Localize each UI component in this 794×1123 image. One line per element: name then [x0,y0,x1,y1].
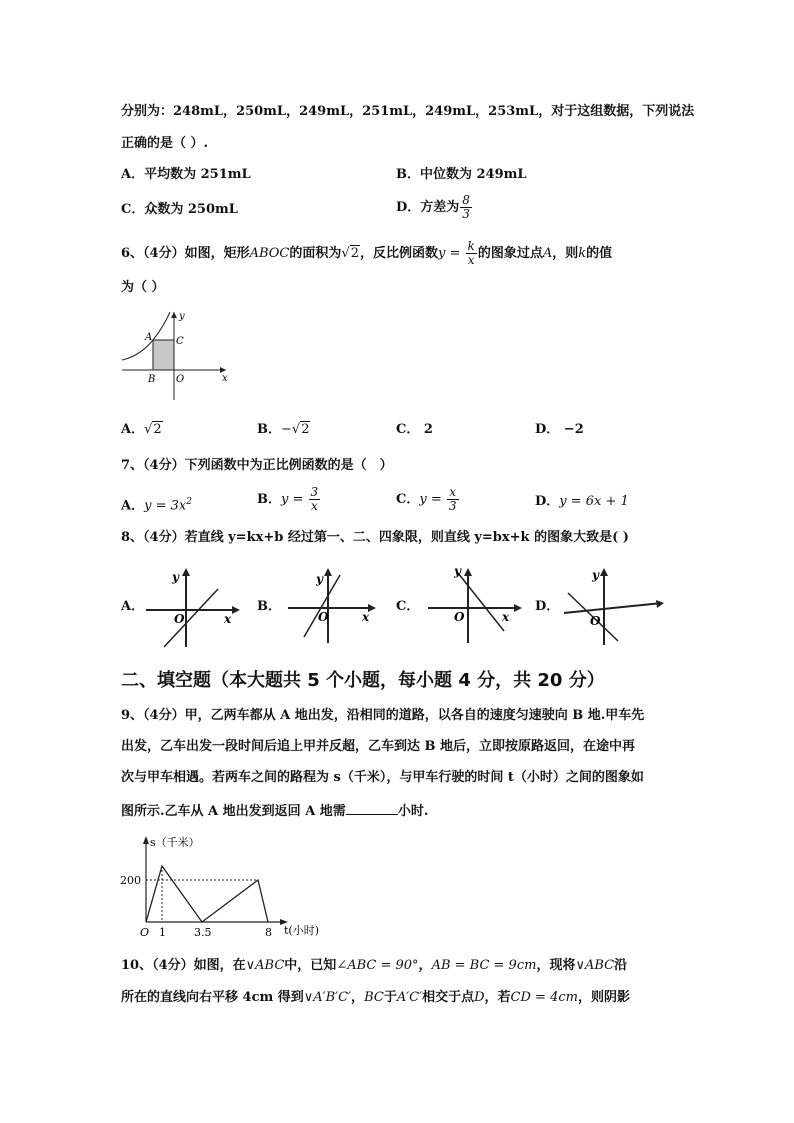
q9-line1: 9、（4分）甲，乙两车都从 A 地出发，沿相同的道路，以各自的速度匀速驶向 B 地.甲车先 [121,708,645,723]
q6-option-b: B．−√2 [257,422,310,437]
q6-label-o: O [176,374,185,385]
q6-option-c: C． 2 [396,422,433,437]
q9-tick-3-5: 3.5 [194,926,212,939]
q6-func-fraction: $\frac{k}{x}$ [467,239,475,267]
svg-text:x: x [502,610,510,624]
svg-text:O: O [454,610,465,624]
q6-figure [118,308,234,402]
q7-option-b: B．y = $\frac{3}{x}$ [257,485,319,513]
q5-option-d [396,194,473,221]
q5-option-b: B．中位数为 249mL [396,167,527,182]
svg-text:y: y [316,572,323,586]
q5-option-c: C．众数为 250mL [121,202,238,217]
q8-graph-d [560,563,670,653]
q5-option-a: A．平均数为 251mL [121,167,251,182]
section-title: 二、填空题（本大题共 5 个小题，每小题 4 分，共 20 分） [121,670,605,691]
q9-answer-blank[interactable] [346,800,398,815]
q6-line1: 6、（4分）如图，矩形ABOC的面积为√2，反比例函数y = $\frac{k}{x}$ 的图象过点A，则k的值 [121,239,613,267]
svg-text:y: y [454,564,461,578]
q8-text: 8、（4分）若直线 y=kx+b 经过第一、二、四象限，则直线 y=bx+k 的图象大致是( ) [121,530,629,545]
q5-option-d-prefix: D．方差为 [396,200,460,215]
q5-option-d-fraction: $\frac{8}{3}$ [462,193,470,221]
q6-rectangle [153,340,174,370]
q7-text: 7、（4分）下列函数中为正比例函数的是（ ） [121,458,393,473]
svg-text:y: y [172,570,179,584]
svg-text:x: x [362,610,370,624]
q8-option-a-label: A． [121,599,145,614]
svg-text:x: x [224,612,232,626]
svg-text:y: y [592,568,599,582]
q9-line4: 图所示.乙车从 A 地出发到返回 A 地需 小时. [121,800,428,822]
q6-label-y: y [179,311,185,322]
q9-line2: 出发，乙车出发一段时间后追上甲并反超，乙车到达 B 地后，立即按原路返回，在途中再 [121,739,636,754]
q9-chart [116,832,336,944]
q9-graph-line [146,866,268,922]
q6-label-a: A [145,332,153,343]
q8-graph-a [142,563,242,653]
q8-graph-c [424,563,528,653]
q10-line2: 所在的直线向右平移 4cm 得到∨A′B′C′，BC于A′C′相交于点D，若CD = 4cm，则阴影 [121,990,630,1005]
q8-option-d-label: D． [535,599,560,614]
q8-graph-b [284,563,380,653]
q8-option-c-label: C． [396,599,420,614]
q6-label-x: x [222,373,228,384]
q9-tick-1: 1 [159,926,166,939]
q6-label-c: C [176,336,184,347]
q6-area-sqrt: √2 [341,246,359,261]
q9-line3: 次与甲车相遇。若两车之间的路程为 s（千米），与甲车行驶的时间 t（小时）之间的图象如 [121,770,644,785]
q5-line2: 正确的是（ ）. [121,136,209,151]
q9-tick-200: 200 [120,874,141,887]
q9-origin: O [140,926,150,939]
q8-option-b-label: B． [257,599,281,614]
q7-option-a: A．$y = 3x^2$ [121,497,192,514]
q7-option-c: C．y = $\frac{x}{3}$ [396,485,457,513]
svg-text:O: O [174,612,185,626]
q9-xlabel: t(小时) [284,924,320,937]
q9-ylabel: s（千米） [150,836,200,849]
q10-line1: 10、（4分）如图，在∨ABC中，已知∠ABC = 90°，AB = BC = 9cm，现将∨ABC沿 [121,958,628,973]
q9-tick-8: 8 [265,926,272,939]
q7-option-d: D．y = 6x + 1 [535,494,629,509]
q5-line1: 分别为：248mL，250mL，249mL，251mL，249mL，253mL，对于这组数据，下列说法 [121,104,695,119]
svg-text:O: O [590,614,601,628]
q6-option-a: A．√2 [121,422,162,437]
svg-text:O: O [318,610,329,624]
q6-line2: 为（ ） [121,280,165,295]
q6-label-b: B [148,374,156,385]
q6-option-d: D． −2 [535,422,584,437]
